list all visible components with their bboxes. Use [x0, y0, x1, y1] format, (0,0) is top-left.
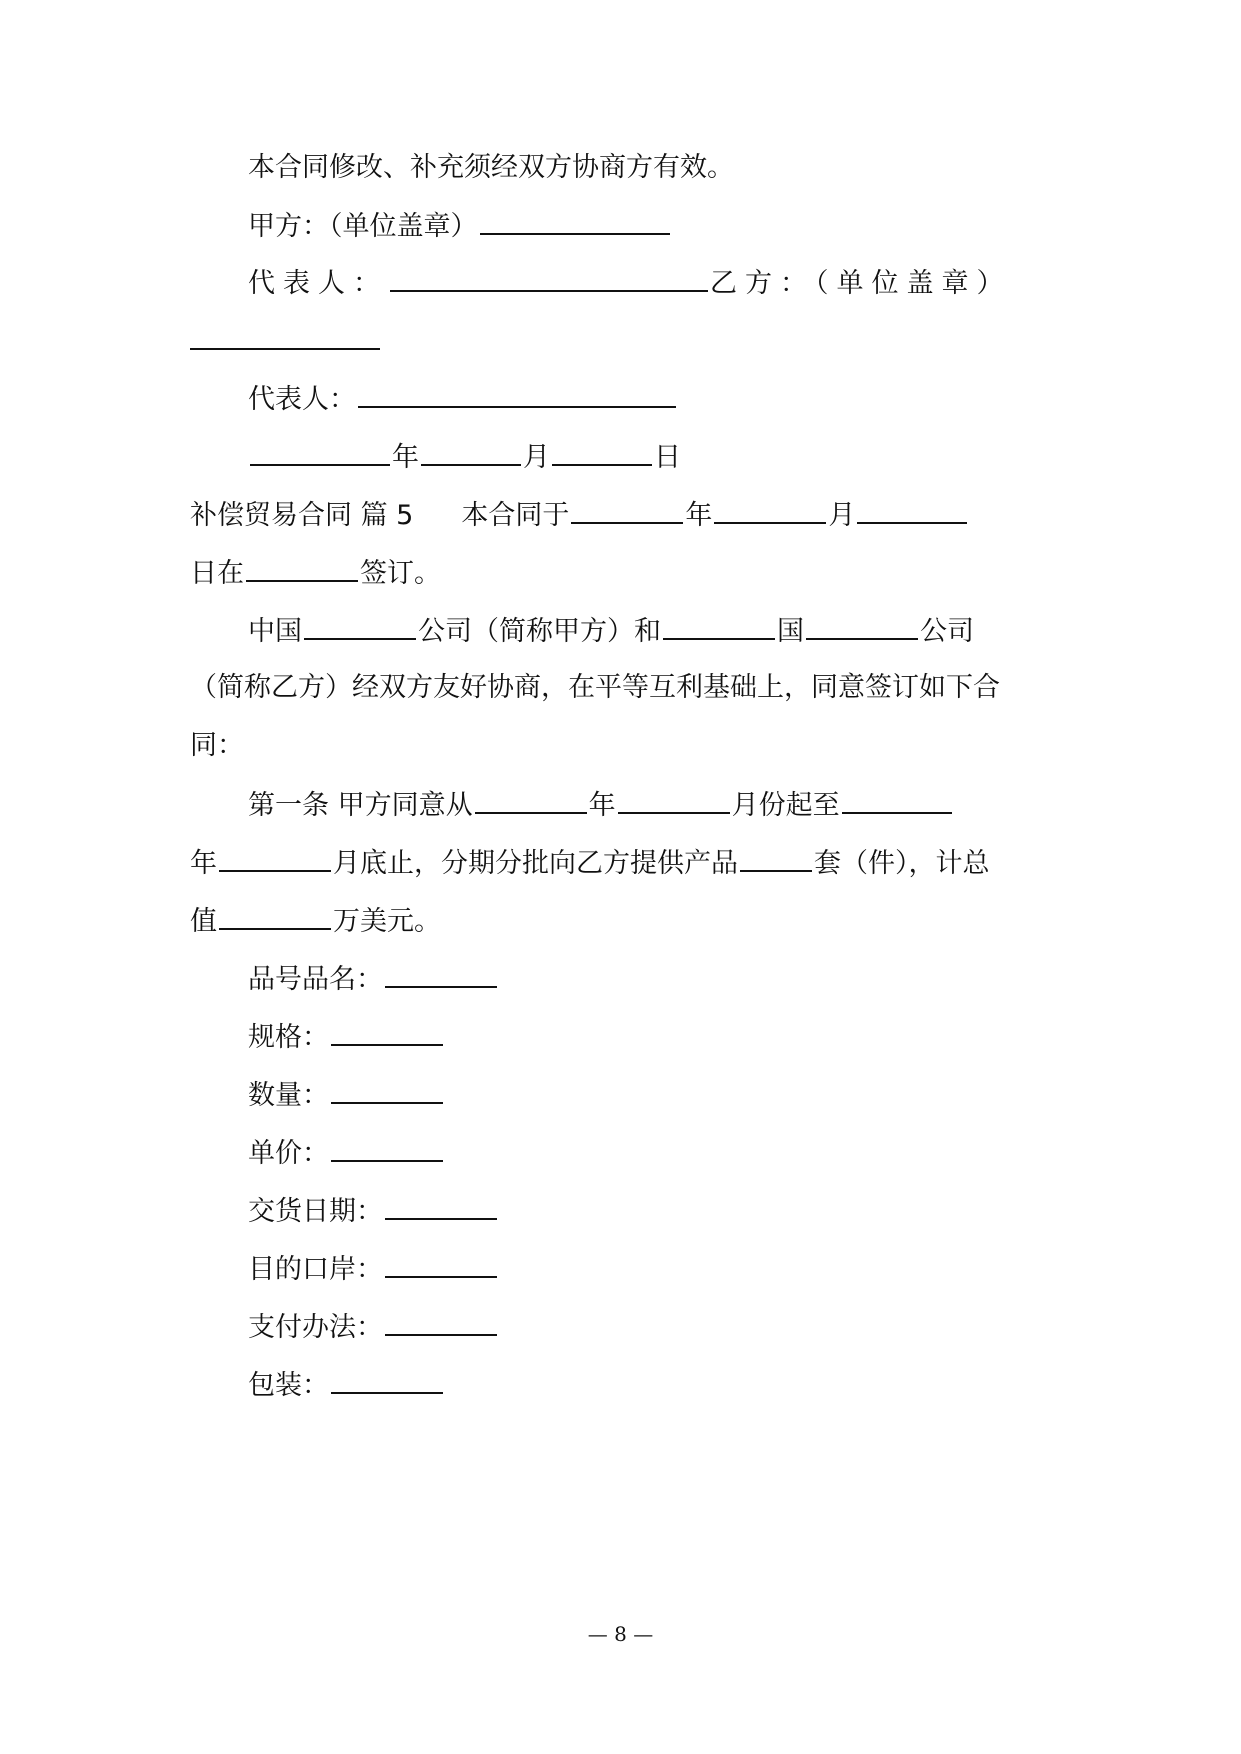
clause-amendment — [190, 148, 1060, 188]
item-spec-blank[interactable] — [331, 1016, 443, 1046]
start-year-label: 年 — [588, 790, 616, 821]
page-number: — 8 — — [587, 1622, 654, 1646]
contract-year-blank[interactable] — [571, 494, 683, 524]
signing-month-label: 月 — [523, 442, 550, 473]
item-qty-blank[interactable] — [331, 1074, 443, 1104]
parties-agreement-line — [190, 668, 1060, 708]
parties-agreement-text: （简称乙方）经双方友好协商，在平等互利基础上，同意签订如下合 — [190, 672, 1000, 703]
parties-line — [190, 610, 1060, 652]
item-price-label: 单价： — [248, 1138, 329, 1169]
total-value-label: 值 — [190, 906, 217, 937]
item-delivery-line — [190, 1190, 1060, 1232]
parties-agreement-end — [190, 726, 1060, 766]
representative-label-a: 代表人： — [248, 268, 388, 299]
end-month-label: 月底止，分期分批向乙方提供产品 — [333, 848, 738, 879]
article-one-line-3 — [190, 900, 1060, 942]
contract-title: 补偿贸易合同 篇 5 — [190, 500, 414, 531]
item-packing-line — [190, 1364, 1060, 1406]
contract-month-blank[interactable] — [714, 494, 826, 524]
item-delivery-blank[interactable] — [385, 1190, 497, 1220]
item-delivery-label: 交货日期： — [248, 1196, 383, 1227]
item-model-line — [190, 958, 1060, 1000]
end-year-label: 年 — [190, 848, 217, 879]
item-qty-label: 数量： — [248, 1080, 329, 1111]
signing-year-blank[interactable] — [250, 436, 390, 466]
item-spec-label: 规格： — [248, 1022, 329, 1053]
item-payment-blank[interactable] — [385, 1306, 497, 1336]
parties-agreement-end-text: 同： — [190, 730, 244, 761]
item-packing-blank[interactable] — [331, 1364, 443, 1394]
item-model-blank[interactable] — [385, 958, 497, 988]
item-price-blank[interactable] — [331, 1132, 443, 1162]
item-price-line — [190, 1132, 1060, 1174]
signing-day-label: 日 — [654, 442, 681, 473]
contract-day-blank[interactable] — [857, 494, 967, 524]
start-month-label: 月份起至 — [731, 790, 840, 821]
total-value-unit: 万美元。 — [333, 906, 441, 937]
total-value-blank[interactable] — [219, 900, 331, 930]
contract-place-signed: 签订。 — [360, 558, 441, 589]
contract-place-day: 日在 — [190, 558, 244, 589]
party-a-name-blank[interactable] — [304, 610, 416, 640]
representative-a-blank[interactable] — [390, 262, 708, 292]
representative-line-b — [190, 378, 1060, 420]
signing-year-label: 年 — [392, 442, 419, 473]
article-one-line-2 — [190, 842, 1060, 884]
item-spec-line — [190, 1016, 1060, 1058]
parties-company-a: 公司（简称甲方）和 — [418, 616, 661, 647]
contract-month-label: 月 — [828, 500, 856, 531]
product-sets-label: 套（件），计总 — [814, 848, 990, 879]
contract-year-label: 年 — [685, 500, 713, 531]
start-month-blank[interactable] — [618, 784, 730, 814]
item-payment-line — [190, 1306, 1060, 1348]
party-b-name-blank[interactable] — [806, 610, 918, 640]
end-month-blank[interactable] — [219, 842, 331, 872]
representative-label-b: 代表人： — [248, 384, 356, 415]
item-payment-label: 支付办法： — [248, 1312, 383, 1343]
item-model-label: 品号品名： — [248, 964, 383, 995]
party-b-country-blank[interactable] — [663, 610, 775, 640]
signing-date-line — [190, 436, 1060, 478]
parties-china: 中国 — [248, 616, 302, 647]
party-b-seal-blank[interactable] — [190, 320, 380, 350]
signing-day-blank[interactable] — [552, 436, 652, 466]
item-packing-label: 包装： — [248, 1370, 329, 1401]
article-one-line-1 — [190, 784, 1060, 826]
clause-amendment-text: 本合同修改、补充须经双方协商方有效。 — [248, 152, 734, 183]
representative-party-b-line — [190, 262, 1060, 304]
party-b-seal-label: 乙方：（单位盖章） — [710, 268, 1012, 299]
representative-b-blank[interactable] — [358, 378, 676, 408]
contract-title-line — [190, 494, 1060, 536]
item-port-line — [190, 1248, 1060, 1290]
item-port-blank[interactable] — [385, 1248, 497, 1278]
item-port-label: 目的口岸： — [248, 1254, 383, 1285]
party-a-seal-blank[interactable] — [480, 205, 670, 235]
start-year-blank[interactable] — [475, 784, 587, 814]
party-a-seal-line — [190, 205, 1060, 247]
parties-country: 国 — [777, 616, 804, 647]
signing-month-blank[interactable] — [421, 436, 521, 466]
contract-place-line — [190, 552, 1060, 594]
article-one-start: 第一条 甲方同意从 — [248, 790, 473, 821]
party-a-seal-label: 甲方：（单位盖章） — [248, 211, 478, 242]
contract-place-blank[interactable] — [246, 552, 358, 582]
party-b-seal-blank-line — [190, 320, 1060, 362]
end-year-blank[interactable] — [842, 784, 952, 814]
contract-date-intro: 本合同于 — [461, 500, 570, 531]
parties-company-b: 公司 — [920, 616, 974, 647]
item-qty-line — [190, 1074, 1060, 1116]
product-sets-blank[interactable] — [740, 842, 812, 872]
